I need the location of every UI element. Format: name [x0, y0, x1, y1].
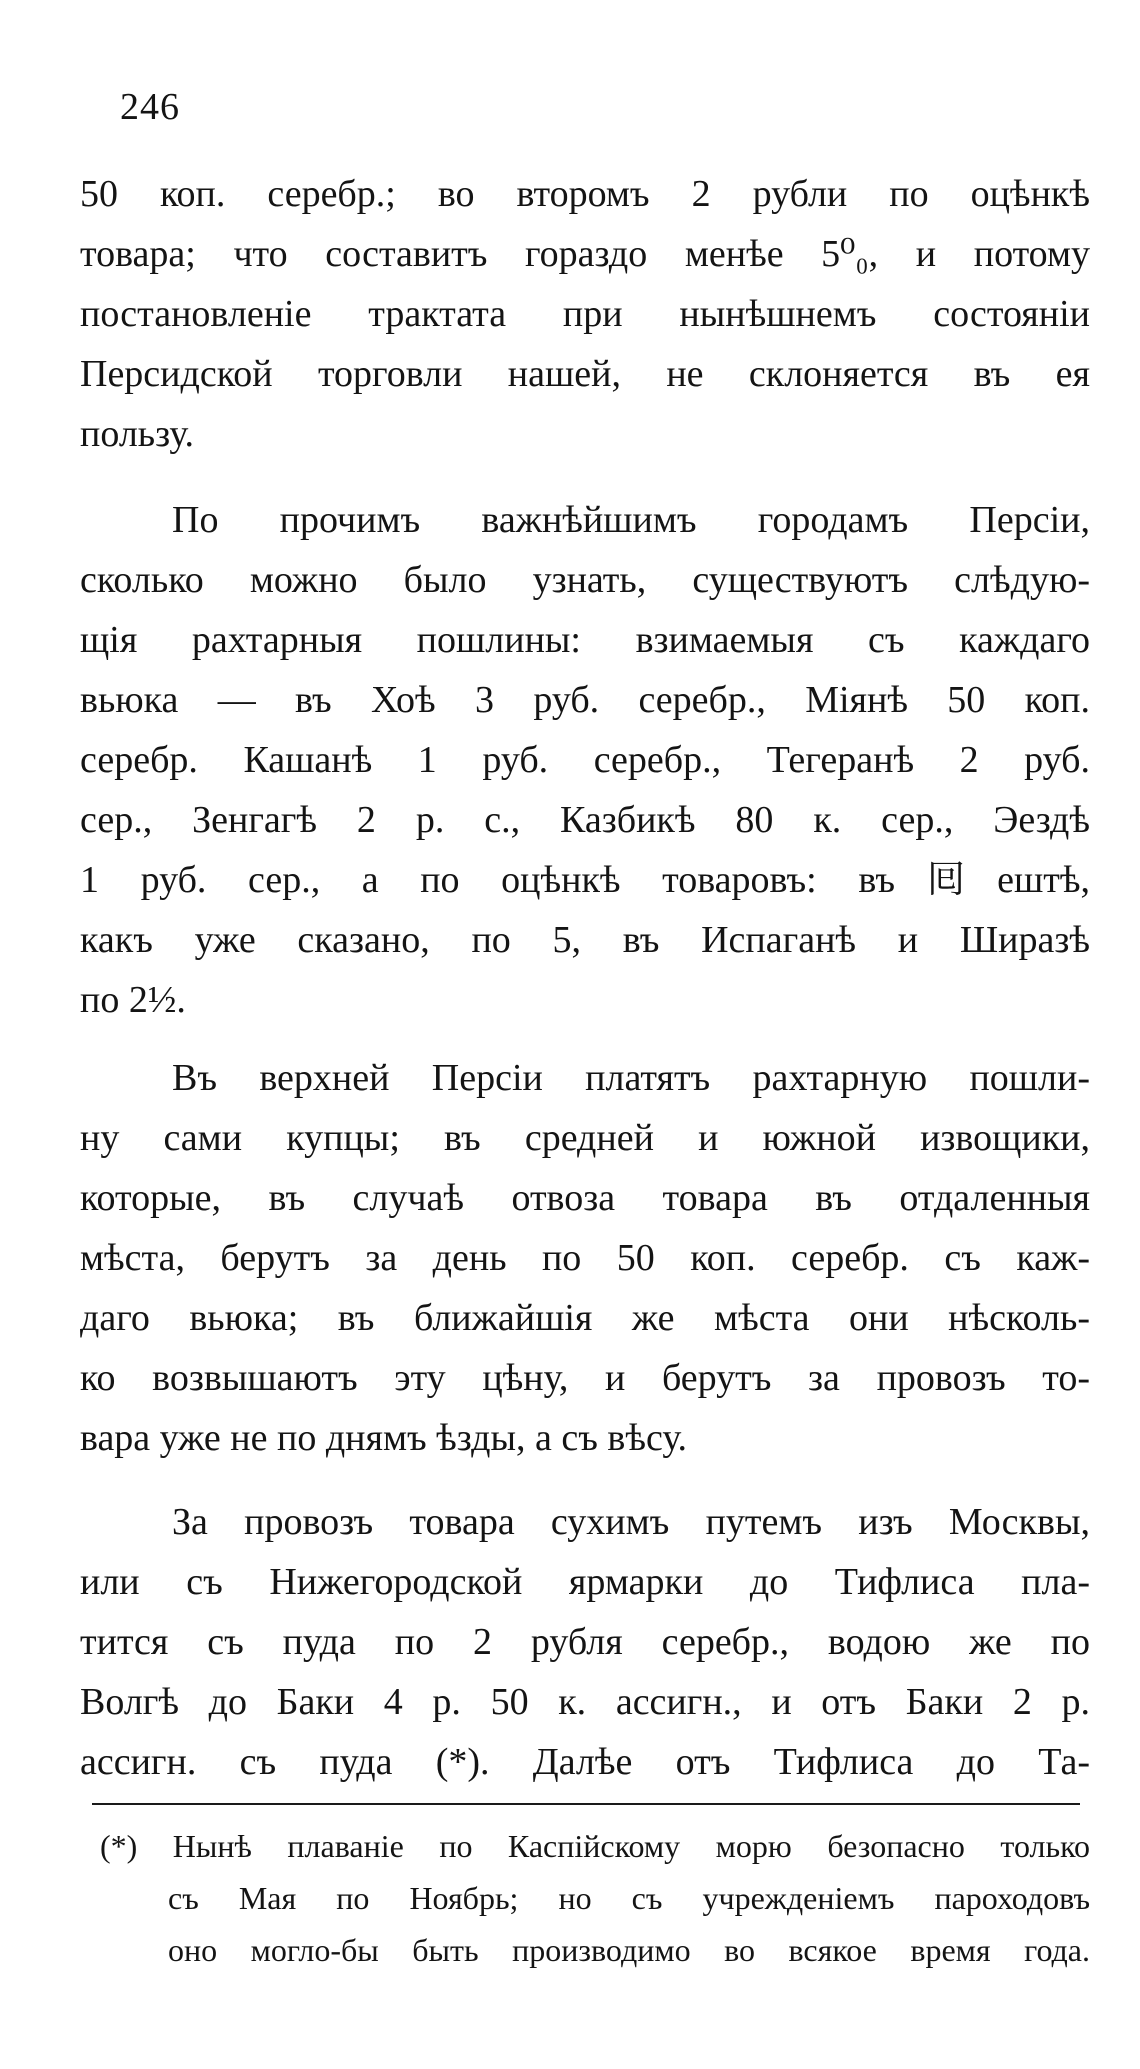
text-line: По прочимъ важнѣйшимъ городамъ Персіи,	[172, 499, 1090, 541]
text-line: За провозъ товара сухимъ путемъ изъ Москвы,	[172, 1501, 1090, 1543]
text-line: ну сами купцы; въ средней и южной извощики,	[80, 1117, 1090, 1159]
text-line: щія рахтарныя пошлины: взимаемыя съ каждаго	[80, 619, 1090, 661]
paragraph-2	[80, 490, 1090, 1030]
text-line: вара уже не по днямъ ѣзды, а съ вѣсу.	[80, 1417, 688, 1459]
text-line: какъ уже сказано, по 5, въ Испаганѣ и Ширазѣ	[80, 919, 1090, 961]
text-line: сер., Зенгагѣ 2 р. с., Казбикѣ 80 к. сер., Эездѣ	[80, 799, 1090, 841]
text-line: Въ верхней Персіи платятъ рахтарную пошли-	[172, 1057, 1090, 1099]
text-line: Волгѣ до Баки 4 р. 50 к. ассигн., и отъ Баки 2 р.	[80, 1681, 1090, 1723]
text-line: ассигн. съ пуда (*). Далѣе отъ Тифлиса до Та-	[80, 1741, 1090, 1783]
footnote	[100, 1820, 1090, 1976]
text-line: товара; что составитъ гораздо менѣе 5⁰₀, и потому	[80, 233, 1090, 275]
text-line: 50 коп. серебр.; во второмъ 2 рубли по оцѣнкѣ	[80, 173, 1090, 215]
text-line: сколько можно было узнать, существуютъ слѣдую-	[80, 559, 1090, 601]
text-line: постановленіе трактата при нынѣшнемъ состояніи	[80, 293, 1090, 335]
paragraph-4	[80, 1492, 1090, 1792]
page-number: 246	[120, 86, 180, 128]
footnote-divider	[92, 1803, 1080, 1805]
footnote-line: оно могло-бы быть производимо во всякое время года.	[168, 1932, 1090, 1968]
text-line: 1 руб. сер., а по оцѣнкѣ товаровъ: въ囘ештѣ,	[80, 859, 1090, 901]
footnote-line: (*) Нынѣ плаваніе по Каспійскому морю безопасно только	[100, 1828, 1090, 1864]
text-line: по 2½.	[80, 979, 186, 1021]
text-line: ко возвышаютъ эту цѣну, и берутъ за провозъ то-	[80, 1357, 1090, 1399]
text-line: Персидской торговли нашей, не склоняется въ ея	[80, 353, 1090, 395]
text-line: или съ Нижегородской ярмарки до Тифлиса пла-	[80, 1561, 1090, 1603]
text-line: вьюка — въ Хоѣ 3 руб. серебр., Міянѣ 50 коп.	[80, 679, 1090, 721]
text-line: пользу.	[80, 413, 195, 455]
text-line: которые, въ случаѣ отвоза товара въ отдаленныя	[80, 1177, 1090, 1219]
paragraph-3	[80, 1048, 1090, 1468]
text-line: серебр. Кашанѣ 1 руб. серебр., Тегеранѣ 2 руб.	[80, 739, 1090, 781]
text-line: тится съ пуда по 2 рубля серебр., водою же по	[80, 1621, 1090, 1663]
paragraph-1	[80, 164, 1090, 464]
text-line: даго вьюка; въ ближайшія же мѣста они нѣсколь-	[80, 1297, 1090, 1339]
footnote-line: съ Мая по Ноябрь; но съ учрежденіемъ пароходовъ	[168, 1880, 1090, 1916]
text-line: мѣста, берутъ за день по 50 коп. серебр. съ каж-	[80, 1237, 1090, 1279]
